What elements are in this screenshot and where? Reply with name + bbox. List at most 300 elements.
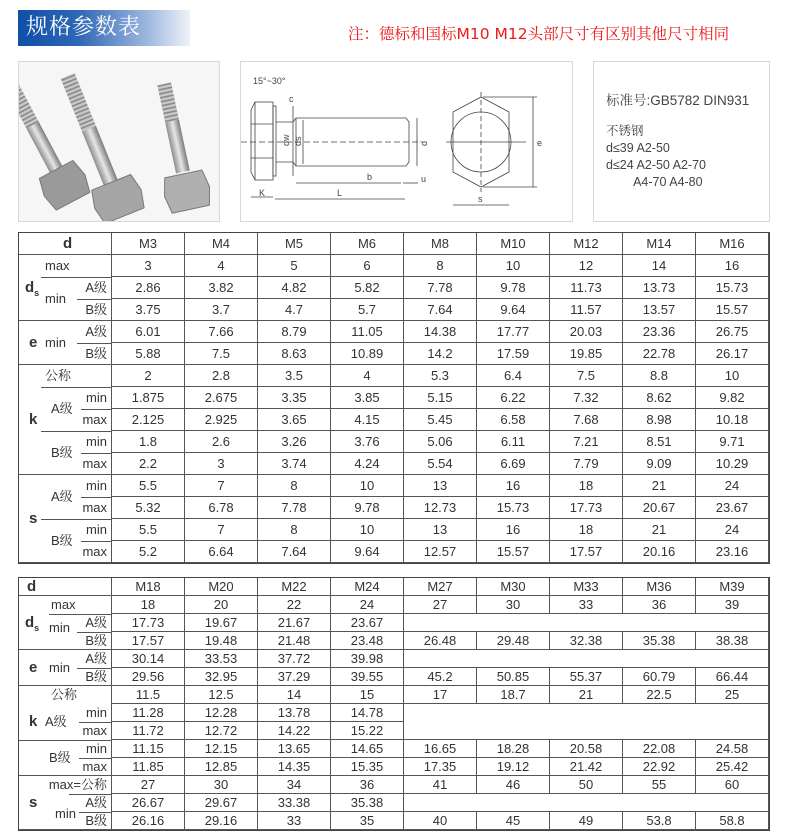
table-cell: 23.36 <box>623 321 696 343</box>
table-cell: 13.78 <box>258 704 331 722</box>
d-label: d <box>419 140 429 146</box>
column-header: M5 <box>258 233 331 255</box>
table-cell: 3.65 <box>258 409 331 431</box>
table-cell: 5.3 <box>404 365 477 387</box>
table-cell: 58.8 <box>696 812 769 830</box>
bolt-drawing <box>240 61 573 222</box>
table-cell: 22.5 <box>623 686 696 704</box>
table-cell: 45.2 <box>404 668 477 686</box>
table-cell: 2.675 <box>185 387 258 409</box>
table-cell: 2 <box>112 365 185 387</box>
table-cell: 3.7 <box>185 299 258 321</box>
table-cell: 18 <box>550 519 623 541</box>
table-cell: 5.5 <box>112 475 185 497</box>
table-cell: 17.57 <box>112 632 185 650</box>
table-cell: 22.78 <box>623 343 696 365</box>
column-header: M16 <box>696 233 769 255</box>
table-cell: 16 <box>477 475 550 497</box>
table-cell: 24 <box>696 475 769 497</box>
table-cell: 33 <box>258 812 331 830</box>
group-s <box>19 776 112 830</box>
table-cell: 15.35 <box>331 758 404 776</box>
table-cell: 7.5 <box>185 343 258 365</box>
label-ds-main: d <box>25 614 35 631</box>
label-grade-b: B级 <box>85 302 107 317</box>
table-cell: 14.78 <box>331 704 404 722</box>
header-d: d <box>19 233 112 255</box>
column-header: M12 <box>550 233 623 255</box>
table-cell: 53.8 <box>623 812 696 830</box>
table-cell: 32.38 <box>550 632 623 650</box>
table-cell: 25 <box>696 686 769 704</box>
table-cell: 17.73 <box>550 497 623 519</box>
table-cell: 7.68 <box>550 409 623 431</box>
table-cell: 17.77 <box>477 321 550 343</box>
table-cell: 41 <box>404 776 477 794</box>
table-cell: 30 <box>477 596 550 614</box>
table-cell: 27 <box>404 596 477 614</box>
table-cell: 10.29 <box>696 453 769 475</box>
empty-cell <box>404 650 769 668</box>
label-min: min <box>86 478 107 493</box>
table-cell: 11.85 <box>112 758 185 776</box>
table-cell: 22 <box>258 596 331 614</box>
table-cell: 36 <box>331 776 404 794</box>
column-header: M18 <box>112 578 185 596</box>
table-cell: 12.73 <box>404 497 477 519</box>
group-s <box>19 475 112 563</box>
table-cell: 7.64 <box>258 541 331 563</box>
table-cell: 15.57 <box>696 299 769 321</box>
label-grade-b: B级 <box>85 346 107 361</box>
label-min: min <box>49 660 70 675</box>
table-cell: 7 <box>185 519 258 541</box>
table-cell: 7.5 <box>550 365 623 387</box>
table-cell: 33 <box>550 596 623 614</box>
table-cell: 9.82 <box>696 387 769 409</box>
table-cell: 6.78 <box>185 497 258 519</box>
label-max: max <box>82 500 107 515</box>
label-grade-b: B级 <box>51 445 73 460</box>
table-cell: 9.71 <box>696 431 769 453</box>
table-cell: 26.75 <box>696 321 769 343</box>
table-cell: 13 <box>404 475 477 497</box>
material: 不锈钢 <box>606 124 644 138</box>
label-grade-b: B级 <box>85 669 107 684</box>
table-cell: 20 <box>185 596 258 614</box>
standard-number: 标准号:GB5782 DIN931 <box>606 93 750 108</box>
table-cell: 7 <box>185 475 258 497</box>
grade-line-3: A4-70 A4-80 <box>606 175 703 189</box>
label-max-nominal: max=公称 <box>48 777 107 792</box>
label-min: min <box>86 522 107 537</box>
table-cell: 5.45 <box>404 409 477 431</box>
column-header: M27 <box>404 578 477 596</box>
table-cell: 8.62 <box>623 387 696 409</box>
group-k <box>19 686 112 776</box>
table-cell: 17.35 <box>404 758 477 776</box>
table-cell: 10 <box>477 255 550 277</box>
spec-box <box>593 61 770 222</box>
table-cell: 18 <box>550 475 623 497</box>
group-ds <box>19 596 112 650</box>
table-cell: 23.67 <box>696 497 769 519</box>
table-cell: 32.95 <box>185 668 258 686</box>
table-cell: 9.78 <box>331 497 404 519</box>
label-max: max <box>82 456 107 471</box>
table-cell: 3.75 <box>112 299 185 321</box>
angle-label: 15°~30° <box>253 76 286 86</box>
label-ds-sub: s <box>34 623 40 633</box>
label-grade-a: A级 <box>85 795 107 810</box>
table-cell: 20.16 <box>623 541 696 563</box>
table-cell: 5.15 <box>404 387 477 409</box>
table-cell: 36 <box>623 596 696 614</box>
table-cell: 37.72 <box>258 650 331 668</box>
table-cell: 35.38 <box>623 632 696 650</box>
table-cell: 16 <box>477 519 550 541</box>
section-title: 规格参数表 <box>18 10 190 46</box>
bolt-photo <box>18 61 220 222</box>
label-s: s <box>29 794 38 811</box>
table-cell: 13 <box>404 519 477 541</box>
table-cell: 8.8 <box>623 365 696 387</box>
table-cell: 13.65 <box>258 740 331 758</box>
b-label: b <box>367 172 373 182</box>
table-cell: 12.85 <box>185 758 258 776</box>
table-cell: 8 <box>258 475 331 497</box>
table-cell: 2.6 <box>185 431 258 453</box>
label-grade-b: B级 <box>51 533 73 548</box>
table-cell: 30 <box>185 776 258 794</box>
table-cell: 35.38 <box>331 794 404 812</box>
group-k <box>19 365 112 475</box>
label-nominal: 公称 <box>45 368 72 383</box>
table-cell: 33.38 <box>258 794 331 812</box>
table-cell: 14.65 <box>331 740 404 758</box>
table-cell: 4.7 <box>258 299 331 321</box>
spec-table-m3-m16 <box>18 232 770 564</box>
table-cell: 8.63 <box>258 343 331 365</box>
table-cell: 9.64 <box>477 299 550 321</box>
table-cell: 12.57 <box>404 541 477 563</box>
table-cell: 15.73 <box>477 497 550 519</box>
table-cell: 6.11 <box>477 431 550 453</box>
table-cell: 14 <box>258 686 331 704</box>
label-grade-a: A级 <box>51 489 73 504</box>
table-cell: 29.48 <box>477 632 550 650</box>
l-label: L <box>337 188 343 198</box>
ds-label: ds <box>293 136 303 146</box>
table-cell: 11.28 <box>112 704 185 722</box>
table-cell: 9.09 <box>623 453 696 475</box>
column-header: M6 <box>331 233 404 255</box>
table-cell: 5.82 <box>331 277 404 299</box>
note-text: 注：德标和国标M10 M12头部尺寸有区别其他尺寸相同 <box>348 25 730 43</box>
table-cell: 16.65 <box>404 740 477 758</box>
table-cell: 7.66 <box>185 321 258 343</box>
table-cell: 3.85 <box>331 387 404 409</box>
table-cell: 4 <box>331 365 404 387</box>
table-cell: 18.7 <box>477 686 550 704</box>
table-cell: 12.15 <box>185 740 258 758</box>
label-max: max <box>45 258 70 273</box>
table-cell: 6.4 <box>477 365 550 387</box>
table-cell: 17 <box>404 686 477 704</box>
label-min: min <box>86 741 107 756</box>
column-header: M20 <box>185 578 258 596</box>
table-cell: 39 <box>696 596 769 614</box>
table-cell: 24 <box>696 519 769 541</box>
table-cell: 4.15 <box>331 409 404 431</box>
table-cell: 39.55 <box>331 668 404 686</box>
table-cell: 21 <box>623 475 696 497</box>
table-cell: 8.79 <box>258 321 331 343</box>
label-grade-a: A级 <box>85 615 107 630</box>
table-cell: 6.22 <box>477 387 550 409</box>
table-cell: 6 <box>331 255 404 277</box>
table-cell: 4 <box>185 255 258 277</box>
column-header: M30 <box>477 578 550 596</box>
table-cell: 60.79 <box>623 668 696 686</box>
table-cell: 12 <box>550 255 623 277</box>
label-grade-b: B级 <box>49 750 71 765</box>
table-cell: 8 <box>404 255 477 277</box>
table-cell: 20.67 <box>623 497 696 519</box>
table-cell: 5.2 <box>112 541 185 563</box>
label-nominal: 公称 <box>51 687 78 702</box>
label-min: min <box>86 390 107 405</box>
table-cell: 21.48 <box>258 632 331 650</box>
table-cell: 26.48 <box>404 632 477 650</box>
table-cell: 30.14 <box>112 650 185 668</box>
table-cell: 11.57 <box>550 299 623 321</box>
empty-cell <box>404 794 769 812</box>
table-cell: 9.64 <box>331 541 404 563</box>
label-grade-a: A级 <box>45 714 67 729</box>
table-cell: 50.85 <box>477 668 550 686</box>
empty-cell <box>404 722 769 740</box>
table-cell: 19.67 <box>185 614 258 632</box>
table-cell: 26.16 <box>112 812 185 830</box>
table-cell: 23.48 <box>331 632 404 650</box>
label-max: max <box>51 597 76 612</box>
table-cell: 6.64 <box>185 541 258 563</box>
s-label: s <box>478 194 483 204</box>
table-cell: 10 <box>331 475 404 497</box>
table-cell: 3.82 <box>185 277 258 299</box>
header-d: d <box>19 578 112 596</box>
table-cell: 11.05 <box>331 321 404 343</box>
label-max: max <box>82 412 107 427</box>
label-max: max <box>82 723 107 738</box>
label-ds-sub: s <box>34 288 40 298</box>
c-label: c <box>289 94 294 104</box>
table-cell: 7.78 <box>404 277 477 299</box>
table-cell: 3 <box>185 453 258 475</box>
label-e: e <box>29 659 38 676</box>
table-cell: 11.5 <box>112 686 185 704</box>
table-cell: 6.01 <box>112 321 185 343</box>
table-cell: 12.5 <box>185 686 258 704</box>
table-cell: 2.8 <box>185 365 258 387</box>
table-cell: 29.56 <box>112 668 185 686</box>
table-cell: 2.86 <box>112 277 185 299</box>
label-k: k <box>29 713 38 730</box>
table-cell: 5.32 <box>112 497 185 519</box>
table-cell: 10 <box>696 365 769 387</box>
table-cell: 5.88 <box>112 343 185 365</box>
e-label: e <box>537 138 543 148</box>
group-e <box>19 650 112 686</box>
table-cell: 11.73 <box>550 277 623 299</box>
label-min: min <box>86 705 107 720</box>
table-cell: 14.2 <box>404 343 477 365</box>
table-cell: 3.76 <box>331 431 404 453</box>
table-cell: 7.21 <box>550 431 623 453</box>
table-cell: 10.89 <box>331 343 404 365</box>
table-cell: 3.5 <box>258 365 331 387</box>
table-cell: 12.72 <box>185 722 258 740</box>
label-min: min <box>86 434 107 449</box>
table-cell: 5.06 <box>404 431 477 453</box>
column-header: M22 <box>258 578 331 596</box>
table-cell: 24.58 <box>696 740 769 758</box>
table-cell: 11.72 <box>112 722 185 740</box>
table-cell: 46 <box>477 776 550 794</box>
table-cell: 21.67 <box>258 614 331 632</box>
bolt-image <box>19 62 219 221</box>
table-cell: 5.7 <box>331 299 404 321</box>
table-cell: 21 <box>550 686 623 704</box>
column-header: M8 <box>404 233 477 255</box>
table-cell: 11.15 <box>112 740 185 758</box>
table-cell: 17.57 <box>550 541 623 563</box>
table-cell: 6.58 <box>477 409 550 431</box>
label-grade-a: A级 <box>85 651 107 666</box>
table-cell: 49 <box>550 812 623 830</box>
label-k: k <box>29 411 38 428</box>
k-label: K <box>259 188 266 198</box>
table-cell: 55.37 <box>550 668 623 686</box>
table-cell: 21.42 <box>550 758 623 776</box>
table-cell: 10 <box>331 519 404 541</box>
table-cell: 26.67 <box>112 794 185 812</box>
group-e <box>19 321 112 365</box>
table-cell: 8.51 <box>623 431 696 453</box>
table-cell: 12.28 <box>185 704 258 722</box>
table-cell: 66.44 <box>696 668 769 686</box>
table-cell: 5 <box>258 255 331 277</box>
table-cell: 55 <box>623 776 696 794</box>
label-grade-a: A级 <box>85 280 107 295</box>
spec-table-m18-m39 <box>18 577 770 831</box>
table-cell: 35 <box>331 812 404 830</box>
table-cell: 23.67 <box>331 614 404 632</box>
table-cell: 15 <box>331 686 404 704</box>
table-cell: 26.17 <box>696 343 769 365</box>
table-cell: 40 <box>404 812 477 830</box>
table-cell: 13.73 <box>623 277 696 299</box>
label-min: min <box>45 291 66 306</box>
table-cell: 8 <box>258 519 331 541</box>
table-cell: 60 <box>696 776 769 794</box>
grade-line-1: d≤39 A2-50 <box>606 141 670 155</box>
table-cell: 3.26 <box>258 431 331 453</box>
column-header: M14 <box>623 233 696 255</box>
table-cell: 37.29 <box>258 668 331 686</box>
label-max: max <box>82 759 107 774</box>
label-min: min <box>49 620 70 636</box>
table-cell: 2.925 <box>185 409 258 431</box>
label-max: max <box>82 544 107 559</box>
table-cell: 18.28 <box>477 740 550 758</box>
label-grade-a: A级 <box>51 401 73 416</box>
empty-cell <box>404 704 769 722</box>
table-cell: 7.64 <box>404 299 477 321</box>
table-cell: 3.35 <box>258 387 331 409</box>
table-cell: 50 <box>550 776 623 794</box>
table-cell: 39.98 <box>331 650 404 668</box>
table-cell: 17.73 <box>112 614 185 632</box>
table-cell: 14.35 <box>258 758 331 776</box>
label-min: min <box>45 335 66 350</box>
label-grade-b: B级 <box>85 633 107 648</box>
group-ds <box>19 255 112 321</box>
label-grade-b: B级 <box>85 813 107 828</box>
table-cell: 15.73 <box>696 277 769 299</box>
label-min: min <box>55 805 76 821</box>
table-cell: 38.38 <box>696 632 769 650</box>
table-cell: 22.92 <box>623 758 696 776</box>
table-cell: 18 <box>112 596 185 614</box>
column-header: M36 <box>623 578 696 596</box>
table-cell: 15.22 <box>331 722 404 740</box>
table-cell: 8.98 <box>623 409 696 431</box>
table-cell: 5.5 <box>112 519 185 541</box>
label-ds <box>25 614 39 637</box>
table-cell: 19.48 <box>185 632 258 650</box>
table-cell: 25.42 <box>696 758 769 776</box>
dw-label: dw <box>281 134 291 146</box>
table-cell: 27 <box>112 776 185 794</box>
column-header: M33 <box>550 578 623 596</box>
table-cell: 6.69 <box>477 453 550 475</box>
table-cell: 13.57 <box>623 299 696 321</box>
label-e: e <box>29 334 38 351</box>
table-cell: 1.875 <box>112 387 185 409</box>
table-cell: 7.32 <box>550 387 623 409</box>
table-cell: 9.78 <box>477 277 550 299</box>
column-header: M4 <box>185 233 258 255</box>
table-cell: 45 <box>477 812 550 830</box>
column-header: M3 <box>112 233 185 255</box>
column-header: M10 <box>477 233 550 255</box>
table-cell: 16 <box>696 255 769 277</box>
table-cell: 14.38 <box>404 321 477 343</box>
table-cell: 34 <box>258 776 331 794</box>
table-cell: 3.74 <box>258 453 331 475</box>
table-cell: 19.12 <box>477 758 550 776</box>
table-cell: 7.78 <box>258 497 331 519</box>
table-cell: 33.53 <box>185 650 258 668</box>
table-cell: 7.79 <box>550 453 623 475</box>
table-cell: 15.57 <box>477 541 550 563</box>
table-cell: 14 <box>623 255 696 277</box>
table-cell: 4.24 <box>331 453 404 475</box>
table-cell: 1.8 <box>112 431 185 453</box>
u-label: u <box>421 174 427 184</box>
